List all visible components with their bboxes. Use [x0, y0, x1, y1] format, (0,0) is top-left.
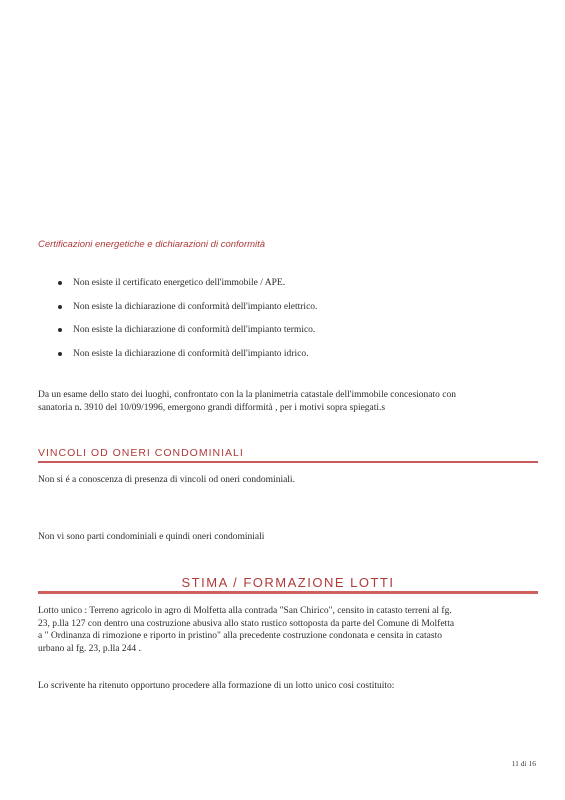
vincoli-heading: VINCOLI OD ONERI CONDOMINIALI	[38, 447, 244, 459]
scrivente-paragraph: Lo scrivente ha ritenuto opportuno procedere alla formazione di un lotto unico cosi costituito:	[38, 681, 395, 691]
bullet-icon	[58, 352, 62, 356]
esame-paragraph	[38, 389, 456, 414]
vincoli-text: Non si é a conoscenza di presenza di vincoli od oneri condominiali.	[38, 475, 295, 485]
bullet-icon	[58, 281, 62, 285]
section-divider	[38, 461, 538, 463]
list-item-text: Non esiste la dichiarazione di conformità dell'impianto idrico.	[73, 348, 309, 359]
lotto-line: urbano al fg. 23, p.lla 244 .	[38, 643, 141, 654]
list-item	[58, 277, 317, 289]
list-item	[58, 301, 317, 313]
certificazioni-heading: Certificazioni energetiche e dichiarazioni di conformità	[38, 239, 266, 250]
section-divider	[38, 591, 538, 594]
list-item	[58, 348, 317, 360]
certificazioni-list	[58, 277, 317, 371]
esame-line: sanatoria n. 3910 del 10/09/1996, emergono grandi difformità , per i motivi sopra spiegati.s	[38, 402, 386, 413]
lotto-line: a " Ordinanza di rimozione e riporto in pristino" alla precedente costruzione condonata e censita in catasto	[38, 631, 442, 642]
lotto-line: Lotto unico : Terreno agricolo in agro di Molfetta alla contrada "San Chirico", censito in catasto terreni al fg.	[38, 606, 452, 616]
lotto-paragraph	[38, 605, 454, 655]
lotto-line: 23, p.lla 127 con dentro una costruzione abusiva allo stato rustico sottoposta da parte del Comune di Molfetta	[38, 618, 455, 629]
page-number: 11 di 16	[511, 759, 536, 768]
bullet-icon	[58, 328, 62, 332]
bullet-icon	[58, 305, 62, 309]
list-item-text: Non esiste la dichiarazione di conformità dell'impianto termico.	[73, 325, 316, 335]
stima-heading: STIMA / FORMAZIONE LOTTI	[181, 575, 395, 590]
list-item-text: Non esiste la dichiarazione di conformità dell'impianto elettrico.	[73, 301, 318, 312]
condominiali-text: Non vi sono parti condominiali e quindi oneri condominiali	[38, 532, 265, 542]
esame-line: Da un esame dello stato dei luoghi, confrontato con la la planimetria catastale dell'immobile concesionato con	[38, 390, 456, 400]
list-item-text: Non esiste il certificato energetico dell'immobile / APE.	[73, 278, 286, 288]
list-item	[58, 324, 317, 336]
